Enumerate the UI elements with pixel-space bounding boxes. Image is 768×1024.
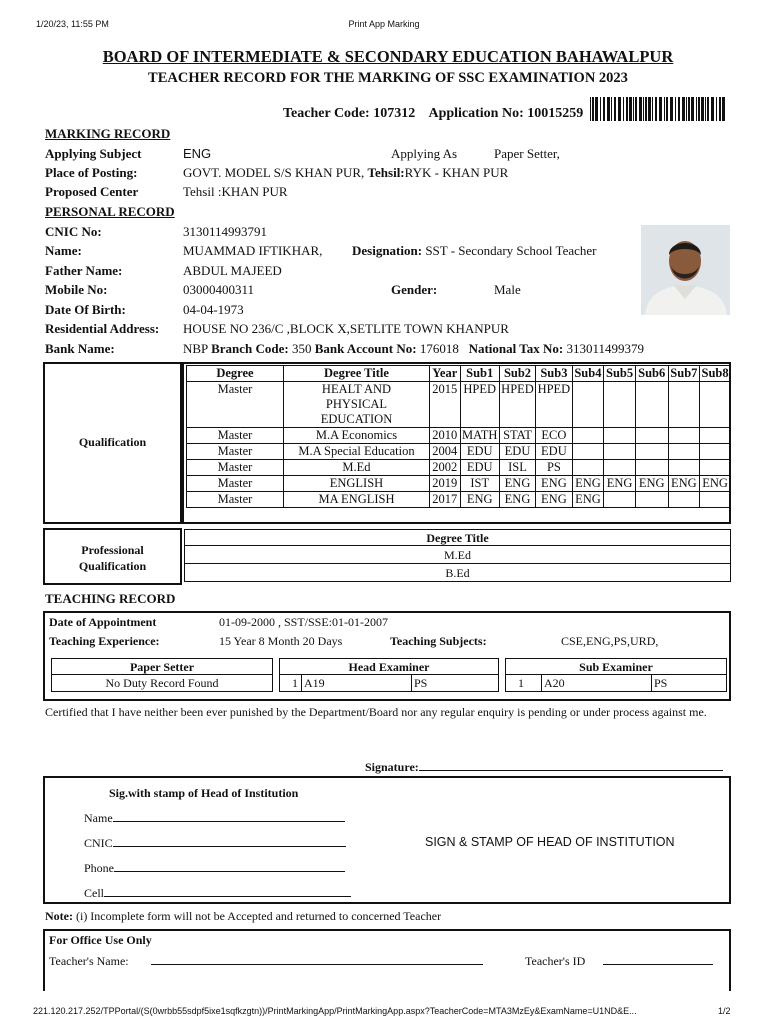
- qualification-row: [187, 476, 731, 492]
- subjects-value: CSE,ENG,PS,URD,: [561, 634, 659, 648]
- qualification-cell: 2019: [429, 476, 460, 492]
- subject-value: ENG: [183, 146, 212, 161]
- qualification-cell: IST: [460, 476, 499, 492]
- qualification-cell: ENG: [572, 492, 604, 508]
- qualification-header-row: [187, 366, 731, 382]
- qualification-header-cell: Sub3: [536, 366, 572, 382]
- qualification-cell: [635, 460, 668, 476]
- signature-line[interactable]: Signature:: [365, 759, 723, 775]
- print-page-number: 1/2: [718, 1006, 731, 1016]
- qualification-cell: [668, 444, 700, 460]
- professional-row: M.Ed: [184, 546, 731, 564]
- qualification-cell: [635, 444, 668, 460]
- board-title: BOARD OF INTERMEDIATE & SECONDARY EDUCATION BAHAWALPUR: [102, 47, 674, 66]
- teacher-code-line: Teacher Code: 107312 Application No: 10015259: [283, 106, 584, 121]
- professional-label-box: [43, 528, 182, 585]
- qualification-cell: ENG: [499, 492, 535, 508]
- head-cnic-field[interactable]: CNIC: [84, 835, 346, 851]
- bank-label: Bank Name:: [45, 341, 115, 356]
- qualification-cell: ENGLISH: [283, 476, 429, 492]
- qualification-cell: 2017: [429, 492, 460, 508]
- qualification-cell: EDU: [536, 444, 572, 460]
- qualification-cell: [604, 444, 636, 460]
- qualification-cell: Master: [187, 428, 284, 444]
- dob-value: 04-04-1973: [183, 302, 244, 317]
- qualification-cell: Master: [187, 382, 284, 428]
- mobile-value: 03000400311: [183, 282, 255, 297]
- paper-setter-value: No Duty Record Found: [51, 675, 273, 692]
- qualification-cell: [635, 492, 668, 508]
- professional-label-1: Professional: [81, 543, 144, 557]
- qualification-table: [186, 365, 731, 508]
- posting-value: GOVT. MODEL S/S KHAN PUR, Tehsil:RYK - KHAN PUR: [183, 165, 509, 180]
- qualification-header-cell: Year: [429, 366, 460, 382]
- applying-as-label: Applying As: [391, 146, 458, 161]
- certification-text: Certified that I have neither been ever punished by the Department/Board nor any regular enquiry is pending or under process against me.: [45, 705, 707, 719]
- qualification-cell: [635, 382, 668, 428]
- qualification-cell: ENG: [604, 476, 636, 492]
- qualification-cell: Master: [187, 492, 284, 508]
- head-name-field[interactable]: Name: [84, 810, 345, 826]
- qualification-row: [187, 428, 731, 444]
- center-value: Tehsil :KHAN PUR: [183, 184, 288, 199]
- appointment-label: Date of Appointment: [49, 615, 157, 629]
- qualification-cell: ENG: [536, 476, 572, 492]
- qualification-header-cell: Sub5: [604, 366, 636, 382]
- qualification-cell: [668, 460, 700, 476]
- qualification-cell: ENG: [700, 476, 731, 492]
- qualification-cell: [635, 428, 668, 444]
- posting-label: Place of Posting:: [45, 165, 138, 180]
- address-label: Residential Address:: [45, 321, 160, 336]
- applying-as-value: Paper Setter,: [494, 146, 560, 161]
- head-examiner-table: Head Examiner 1 A19 PS: [279, 658, 499, 692]
- teaching-record-box: [43, 611, 731, 701]
- note: Note: (i) Incomplete form will not be Accepted and returned to concerned Teacher: [45, 909, 442, 923]
- qualification-cell: ENG: [572, 476, 604, 492]
- qualification-cell: EDU: [499, 444, 535, 460]
- qualification-cell: HPED: [460, 382, 499, 428]
- qualification-cell: M.A Economics: [283, 428, 429, 444]
- teacher-code: 107312: [373, 106, 416, 121]
- print-datetime: 1/20/23, 11:55 PM: [36, 19, 109, 29]
- personal-record-heading: PERSONAL RECORD: [45, 204, 175, 219]
- designation: Designation: SST - Secondary School Teacher: [352, 243, 597, 258]
- qualification-cell: Master: [187, 444, 284, 460]
- qualification-cell: [668, 428, 700, 444]
- qualification-cell: [572, 428, 604, 444]
- qualification-header-cell: Degree: [187, 366, 284, 382]
- name-value: MUAMMAD IFTIKHAR,: [183, 243, 323, 258]
- office-use-box: [43, 929, 731, 991]
- office-use-title: For Office Use Only: [49, 933, 152, 947]
- professional-row: B.Ed: [184, 564, 731, 582]
- qualification-cell: Master: [187, 476, 284, 492]
- qualification-cell: ISL: [499, 460, 535, 476]
- qualification-header-cell: Sub4: [572, 366, 604, 382]
- qualification-cell: HEALT AND PHYSICAL EDUCATION: [283, 382, 429, 428]
- subjects-label: Teaching Subjects:: [390, 634, 487, 648]
- qualification-cell: 2015: [429, 382, 460, 428]
- qualification-cell: 2002: [429, 460, 460, 476]
- cnic-label: CNIC No:: [45, 224, 102, 239]
- father-label: Father Name:: [45, 263, 123, 278]
- qualification-header-cell: Sub2: [499, 366, 535, 382]
- professional-header: Degree Title: [184, 529, 731, 546]
- qualification-cell: Master: [187, 460, 284, 476]
- print-page-title: Print App Marking: [348, 19, 420, 29]
- qualification-label: Qualification: [78, 435, 147, 449]
- qualification-cell: [604, 382, 636, 428]
- appointment-value: 01-09-2000 , SST/SSE:01-01-2007: [219, 615, 389, 629]
- qualification-header-cell: Sub7: [668, 366, 700, 382]
- dob-label: Date Of Birth:: [45, 302, 126, 317]
- qualification-table-box: [182, 362, 731, 524]
- qualification-cell: PS: [536, 460, 572, 476]
- head-cell-field[interactable]: Cell: [84, 885, 351, 901]
- barcode-icon: [590, 97, 728, 121]
- qualification-cell: MATH: [461, 428, 498, 442]
- qualification-cell: [604, 428, 636, 444]
- qualification-cell: M.Ed: [283, 460, 429, 476]
- qualification-cell: ECO: [536, 428, 572, 444]
- sign-stamp-text: SIGN & STAMP OF HEAD OF INSTITUTION: [425, 835, 675, 849]
- teaching-record-heading: TEACHING RECORD: [45, 591, 176, 606]
- qualification-cell: [700, 492, 731, 508]
- teacher-photo: [641, 225, 730, 315]
- form-subtitle: TEACHER RECORD FOR THE MARKING OF SSC EXAMINATION 2023: [148, 70, 628, 86]
- qualification-row: [187, 382, 731, 428]
- qualification-row: [187, 492, 731, 508]
- father-value: ABDUL MAJEED: [183, 263, 282, 278]
- qualification-header-cell: Sub1: [460, 366, 499, 382]
- qualification-cell: HPED: [536, 382, 572, 428]
- paper-setter-table: Paper Setter No Duty Record Found: [51, 658, 273, 692]
- address-value: HOUSE NO 236/C ,BLOCK X,SETLITE TOWN KHANPUR: [183, 321, 509, 336]
- qualification-header-cell: Sub6: [635, 366, 668, 382]
- person-photo-icon: [641, 225, 730, 315]
- qualification-cell: ENG: [460, 492, 499, 508]
- qualification-header-cell: Degree Title: [283, 366, 429, 382]
- mobile-label: Mobile No:: [45, 282, 108, 297]
- qualification-row: [187, 460, 731, 476]
- qualification-cell: [572, 460, 604, 476]
- bank-line: NBP Branch Code: 350 Bank Account No: 176018 National Tax No: 313011499379: [183, 341, 644, 356]
- experience-value: 15 Year 8 Month 20 Days: [219, 634, 343, 648]
- qualification-cell: [700, 428, 731, 444]
- head-phone-field[interactable]: Phone: [84, 860, 345, 876]
- qualification-cell: ENG: [635, 476, 668, 492]
- qualification-cell: [668, 382, 700, 428]
- barcode: [590, 97, 728, 121]
- experience-label: Teaching Experience:: [49, 634, 160, 648]
- sub-examiner-table: Sub Examiner 1 A20 PS: [505, 658, 727, 692]
- qualification-cell: [700, 460, 731, 476]
- center-label: Proposed Center: [45, 184, 139, 199]
- qualification-cell: [572, 382, 604, 428]
- qualification-cell: [604, 492, 636, 508]
- qualification-cell: [700, 444, 731, 460]
- cnic-value: 3130114993791: [183, 224, 268, 239]
- office-teacher-id[interactable]: Teacher's ID: [525, 953, 713, 969]
- gender-label: Gender:: [391, 282, 438, 297]
- qualification-cell: ENG: [536, 492, 572, 508]
- qualification-cell: ENG: [668, 476, 700, 492]
- qualification-cell: HPED: [499, 382, 535, 428]
- office-teacher-name[interactable]: Teacher's Name:: [49, 953, 483, 969]
- qualification-cell: 2004: [429, 444, 460, 460]
- gender-value: Male: [494, 282, 521, 297]
- qualification-row: [187, 444, 731, 460]
- marking-record-heading: MARKING RECORD: [45, 126, 171, 141]
- qualification-cell: M.A Special Education: [283, 444, 429, 460]
- qualification-header-cell: Sub8: [701, 366, 729, 380]
- qualification-cell: EDU: [460, 444, 499, 460]
- qualification-cell: 2010: [429, 428, 460, 444]
- professional-label-2: Qualification: [78, 559, 147, 573]
- head-box-title: Sig.with stamp of Head of Institution: [109, 786, 299, 800]
- qualification-cell: EDU: [460, 460, 499, 476]
- qualification-cell: [604, 460, 636, 476]
- qualification-cell: [700, 382, 731, 428]
- professional-table: [184, 529, 731, 582]
- qualification-cell: [572, 444, 604, 460]
- qualification-cell: STAT: [499, 428, 535, 444]
- print-url: 221.120.217.252/TPPortal/(S(0wrbb55sdpf5ixe1sqfkzgtn))/PrintMarkingApp/PrintMarkingApp.aspx?TeacherCode=MTA3MzEy&ExamName=U1ND&E...: [33, 1006, 637, 1016]
- application-no: 10015259: [527, 106, 584, 121]
- head-institution-box: [43, 776, 731, 904]
- qualification-label-box: [43, 362, 182, 524]
- qualification-cell: [668, 492, 700, 508]
- qualification-cell: ENG: [499, 476, 535, 492]
- name-label: Name:: [45, 243, 82, 258]
- qualification-cell: MA ENGLISH: [283, 492, 429, 508]
- subject-label: Applying Subject: [45, 146, 142, 161]
